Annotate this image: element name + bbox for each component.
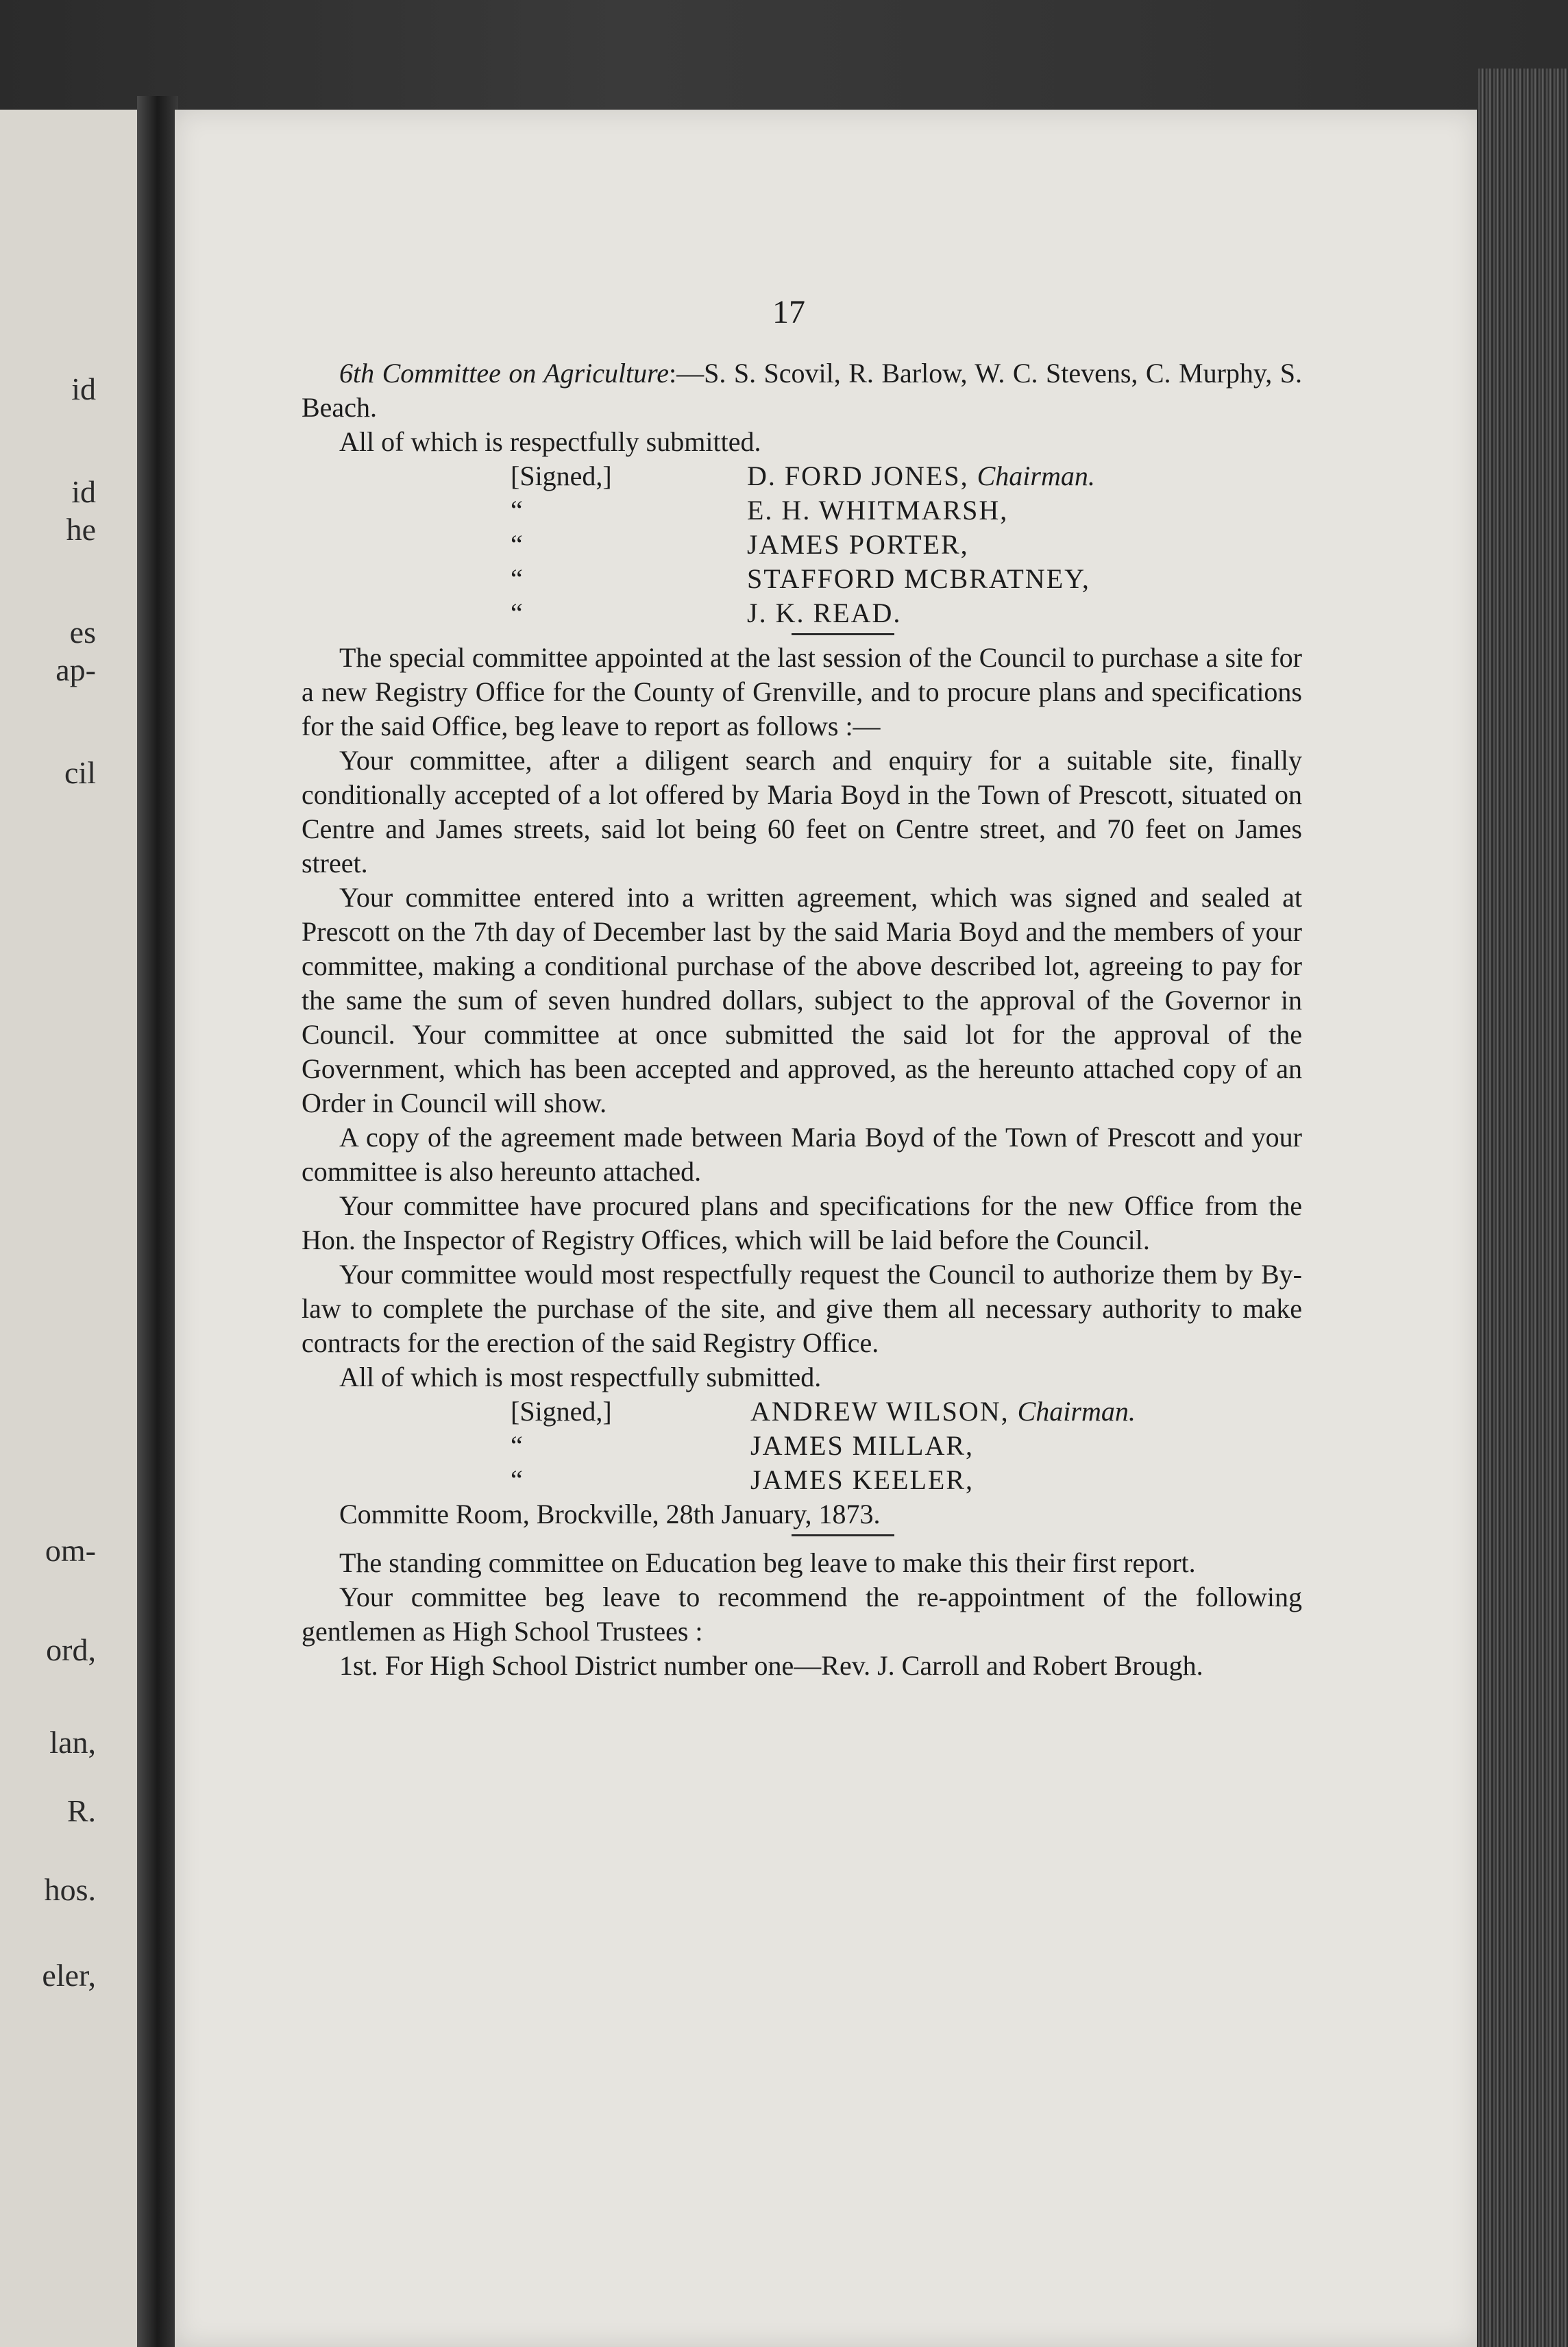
left-page-fragment: lan, xyxy=(49,1725,96,1760)
left-page-fragment: R. xyxy=(66,1793,96,1828)
report-paragraph: A copy of the agreement made between Maria Boyd of the Town of Prescott and your committee is also hereunto attached. xyxy=(302,1122,1302,1187)
page-number: 17 xyxy=(772,294,805,330)
report-paragraph: Your committee, after a diligent search and enquiry for a suitable site, finally conditionally accepted of a lot offered by Maria Boyd in the Town of Prescott, situated on Centre and James streets, said lot being 60 feet on Centre street, and 70 feet on James street. xyxy=(302,745,1302,878)
page-edges xyxy=(1477,69,1568,2347)
signature-name-text: ANDREW WILSON, xyxy=(750,1396,1009,1427)
signature-name: JAMES KEELER, xyxy=(750,1464,974,1495)
signature-role: Chairman. xyxy=(1017,1396,1136,1427)
committee-heading: 6th Committee on Agriculture xyxy=(339,358,670,389)
submitted-line: All of which is respectfully submitted. xyxy=(339,426,761,457)
signature-label: “ xyxy=(511,495,523,526)
left-page-fragment: eler, xyxy=(42,1958,96,1993)
signature-role: Chairman. xyxy=(977,460,1095,491)
closing-line: Committe Room, Brockville, 28th January, 1873. xyxy=(339,1499,881,1529)
page-content xyxy=(302,288,1302,1683)
left-page-fragment: hos. xyxy=(44,1872,96,1907)
book-gutter xyxy=(137,96,178,2347)
signature-row xyxy=(302,528,1302,562)
signature-name: J. K. READ. xyxy=(747,598,902,628)
signature-row xyxy=(302,1429,1302,1463)
signature-name-text: D. FORD JONES, xyxy=(747,460,969,491)
left-page-fragment: ap- xyxy=(56,652,96,687)
signature-name xyxy=(747,459,1095,493)
section-divider xyxy=(792,633,894,635)
left-page-fragment: cil xyxy=(64,755,96,790)
committee-members: :—S. S. Scovil, R. Barlow, W. C. Stevens, C. Murphy, S. Beach. xyxy=(302,358,1302,423)
report-paragraph: The special committee appointed at the last session of the Council to purchase a site for a new Registry Office for the County of Grenville, and to procure plans and specifications for the said Office, beg leave to report as follows :— xyxy=(302,642,1302,741)
signature-name: JAMES MILLAR, xyxy=(750,1430,975,1461)
signature-label: [Signed,] xyxy=(511,460,612,491)
left-page-fragment: om- xyxy=(45,1533,96,1568)
signature-row xyxy=(302,1394,1302,1429)
report-paragraph: 1st. For High School District number one—Rev. J. Carroll and Robert Brough. xyxy=(339,1650,1203,1681)
signature-label: “ xyxy=(511,1464,523,1495)
signature-label: “ xyxy=(511,529,523,560)
left-page-fragment: id xyxy=(71,371,96,406)
signature-label: [Signed,] xyxy=(511,1396,612,1427)
left-page-fragment: id xyxy=(71,474,96,509)
left-page-fragment: es xyxy=(69,615,96,650)
left-facing-page xyxy=(0,110,137,2347)
left-page-fragment: ord, xyxy=(46,1632,96,1667)
signature-name: E. H. WHITMARSH, xyxy=(747,495,1009,526)
left-page-fragment: he xyxy=(66,512,96,547)
signature-label: “ xyxy=(511,1430,523,1461)
signature-row xyxy=(302,562,1302,596)
signature-row xyxy=(302,596,1302,630)
report-paragraph: Your committee entered into a written agreement, which was signed and sealed at Prescott on the 7th day of December last by the said Maria Boyd and the members of your committee, making a conditional purchase of the above described lot, agreeing to pay for the same the sum of seven hundred dollars, subject to the approval of the Governor in Council. Your committee at once submitted the said lot for the approval of the Government, which has been accepted and approved, as the hereunto attached copy of an Order in Council will show. xyxy=(302,882,1302,1118)
signature-name: STAFFORD MCBRATNEY, xyxy=(747,563,1090,594)
section-divider xyxy=(792,1534,894,1536)
submitted-line: All of which is most respectfully submitted. xyxy=(339,1362,822,1392)
signature-name: JAMES PORTER, xyxy=(747,529,969,560)
report-paragraph: Your committee have procured plans and specifications for the new Office from the Hon. the Inspector of Registry Offices, which will be laid before the Council. xyxy=(302,1190,1302,1255)
report-paragraph: Your committee would most respectfully request the Council to authorize them by By-law to complete the purchase of the site, and give them all necessary authority to make contracts for the erection of the said Registry Office. xyxy=(302,1259,1302,1358)
signature-row xyxy=(302,493,1302,528)
report-paragraph: The standing committee on Education beg leave to make this their first report. xyxy=(339,1547,1196,1578)
signature-label: “ xyxy=(511,598,523,628)
report-paragraph: Your committee beg leave to recommend the re-appointment of the following gentlemen as High School Trustees : xyxy=(302,1582,1302,1647)
signature-label: “ xyxy=(511,563,523,594)
signature-row xyxy=(302,459,1302,493)
signature-name xyxy=(750,1394,1136,1429)
signature-row xyxy=(302,1463,1302,1497)
committee-paragraph xyxy=(302,356,1302,425)
